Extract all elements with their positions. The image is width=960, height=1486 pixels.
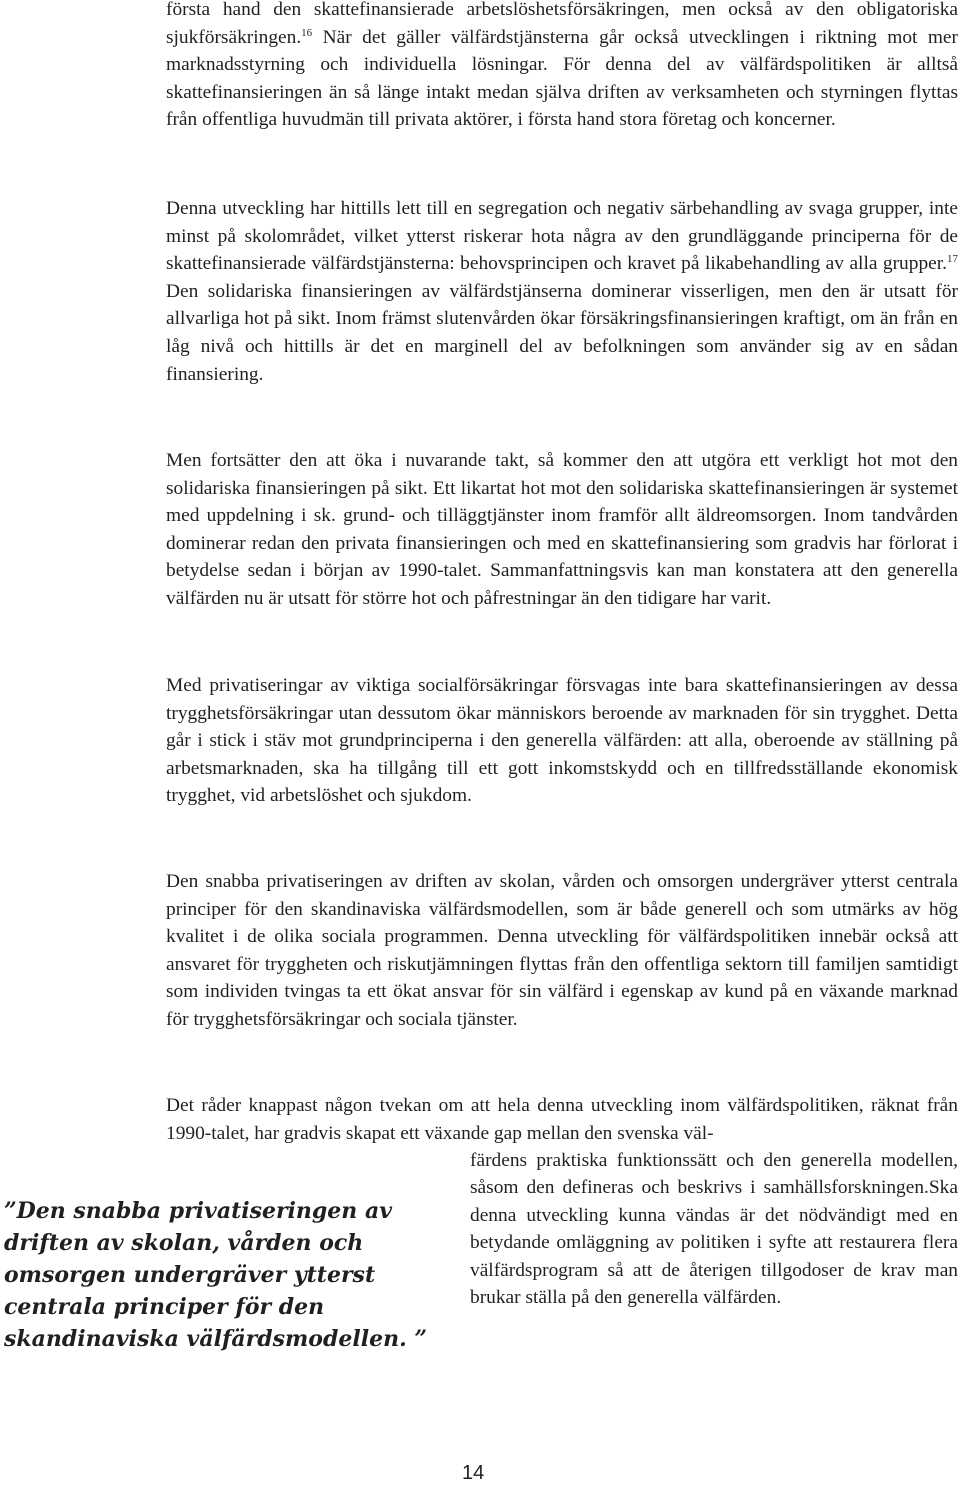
paragraph-6-narrow: färdens praktiska funktionssätt och den generella modellen, såsom den defineras och beskrivs i samhällsforskningen.Ska denna utveckling kunna vändas är det nödvändigt med en betydande omläggning av politiken i syfte att restaurera flera välfärdsprogram så att de återigen tillgodoser de krav man brukar ställa på den generella välfärden. xyxy=(470,1150,958,1309)
paragraph-2 xyxy=(166,195,958,388)
pull-quote: ”Den snabba privatiseringen av driften av skolan, vården och omsorgen undergräver ytterst centrala principer för den skandinaviska välfärdsmodellen. ” xyxy=(4,1198,428,1352)
paragraph-1-text-a: första hand den skattefinansierade arbetslöshetsförsäkringen, men också av den obligatoriska sjukförsäkringen. xyxy=(166,0,958,48)
paragraph-4: Med privatiseringar av viktiga socialförsäkringar försvagas inte bara skattefinansieringen av dessa trygghetsförsäkringar utan dessutom ökar människors beroende av marknaden för sin trygghet. Detta går i stick i stäv mot grundprinciperna i den generella välfärden: att alla, oberoende av ställning på arbetsmarknaden, ska ha tillgång till ett gott inkomstskydd och en tillfredsställande ekonomisk trygghet, vid arbetslöshet och sjukdom. xyxy=(166,675,958,807)
footnote-marker-17[interactable]: 17 xyxy=(947,253,958,266)
paragraph-6-wide: Det råder knappast någon tvekan om att hela denna utveckling inom välfärdspolitiken, räknat från 1990-talet, har gradvis skapat ett växande gap mellan den svenska väl- xyxy=(166,1095,958,1144)
footnote-marker-16[interactable]: 16 xyxy=(301,26,313,39)
paragraph-3: Men fortsätter den att öka i nuvarande takt, så kommer den att utgöra ett verkligt hot mot den solidariska finansieringen på sikt. Ett likartat hot mot den solidariska skattefinansieringen är systemet med uppdelning i sk. grund- och tilläggtjänster inom framför allt äldreomsorgen. Inom tandvården dominerar redan den privata finansieringen och med en skattefinansiering som gradvis har förlorat i betydelse sedan i början av 1990-talet. Sammanfattningsvis kan man konstatera att den generella välfärden nu är utsatt för större hot och påfrestningar än den tidigare har varit. xyxy=(166,450,958,609)
paragraph-5: Den snabba privatiseringen av driften av skolan, vården och omsorgen undergräver ytterst centrala principer för den skandinaviska välfärdsmodellen, som är både generell och som utmärks av hög kvalitet i de olika sociala programmen. Denna utveckling för välfärdspolitiken innebär också att ansvaret för tryggheten och riskutjämningen flyttas från den offentliga sektorn till familjen samtidigt som individen tvingas ta ett ökat ansvar för sin välfärd i egenskap av kund på en växande marknad för trygghetsförsäkringar och sociala tjänster. xyxy=(166,871,958,1030)
page-number: 14 xyxy=(462,1462,485,1484)
paragraph-1 xyxy=(166,0,958,134)
paragraph-2-text-b: Den solidariska finansieringen av välfärdstjänserna dominerar visserligen, men den är utsatt för allvarliga hot på sikt. Inom främst slutenvården ökar försäkringsfinansieringen kraftigt, om än från en låg nivå och hittills är det en marginell del av befolkningen som använder sig av en sådan finansiering. xyxy=(166,280,958,385)
paragraph-1-text-b: När det gäller välfärdstjänsterna går också utvecklingen i riktning mot mer marknadsstyrning och individuella lösningar. För denna del av välfärdspolitiken är alltså skattefinansieringen än så länge intakt medan själva driften av verksamheten och styrningen flyttas från offentliga huvudmän till privata aktörer, i första hand stora företag och koncerner. xyxy=(166,26,958,131)
paragraph-2-text-a: Denna utveckling har hittills lett till en segregation och negativ särbehandling av svaga grupper, inte minst på skolområdet, vilket ytterst riskerar hota några av den grundläggande principerna för de skattefinansierade välfärdstjänsterna: behovsprincipen och kravet på likabehandling av alla grupper. xyxy=(166,198,958,275)
